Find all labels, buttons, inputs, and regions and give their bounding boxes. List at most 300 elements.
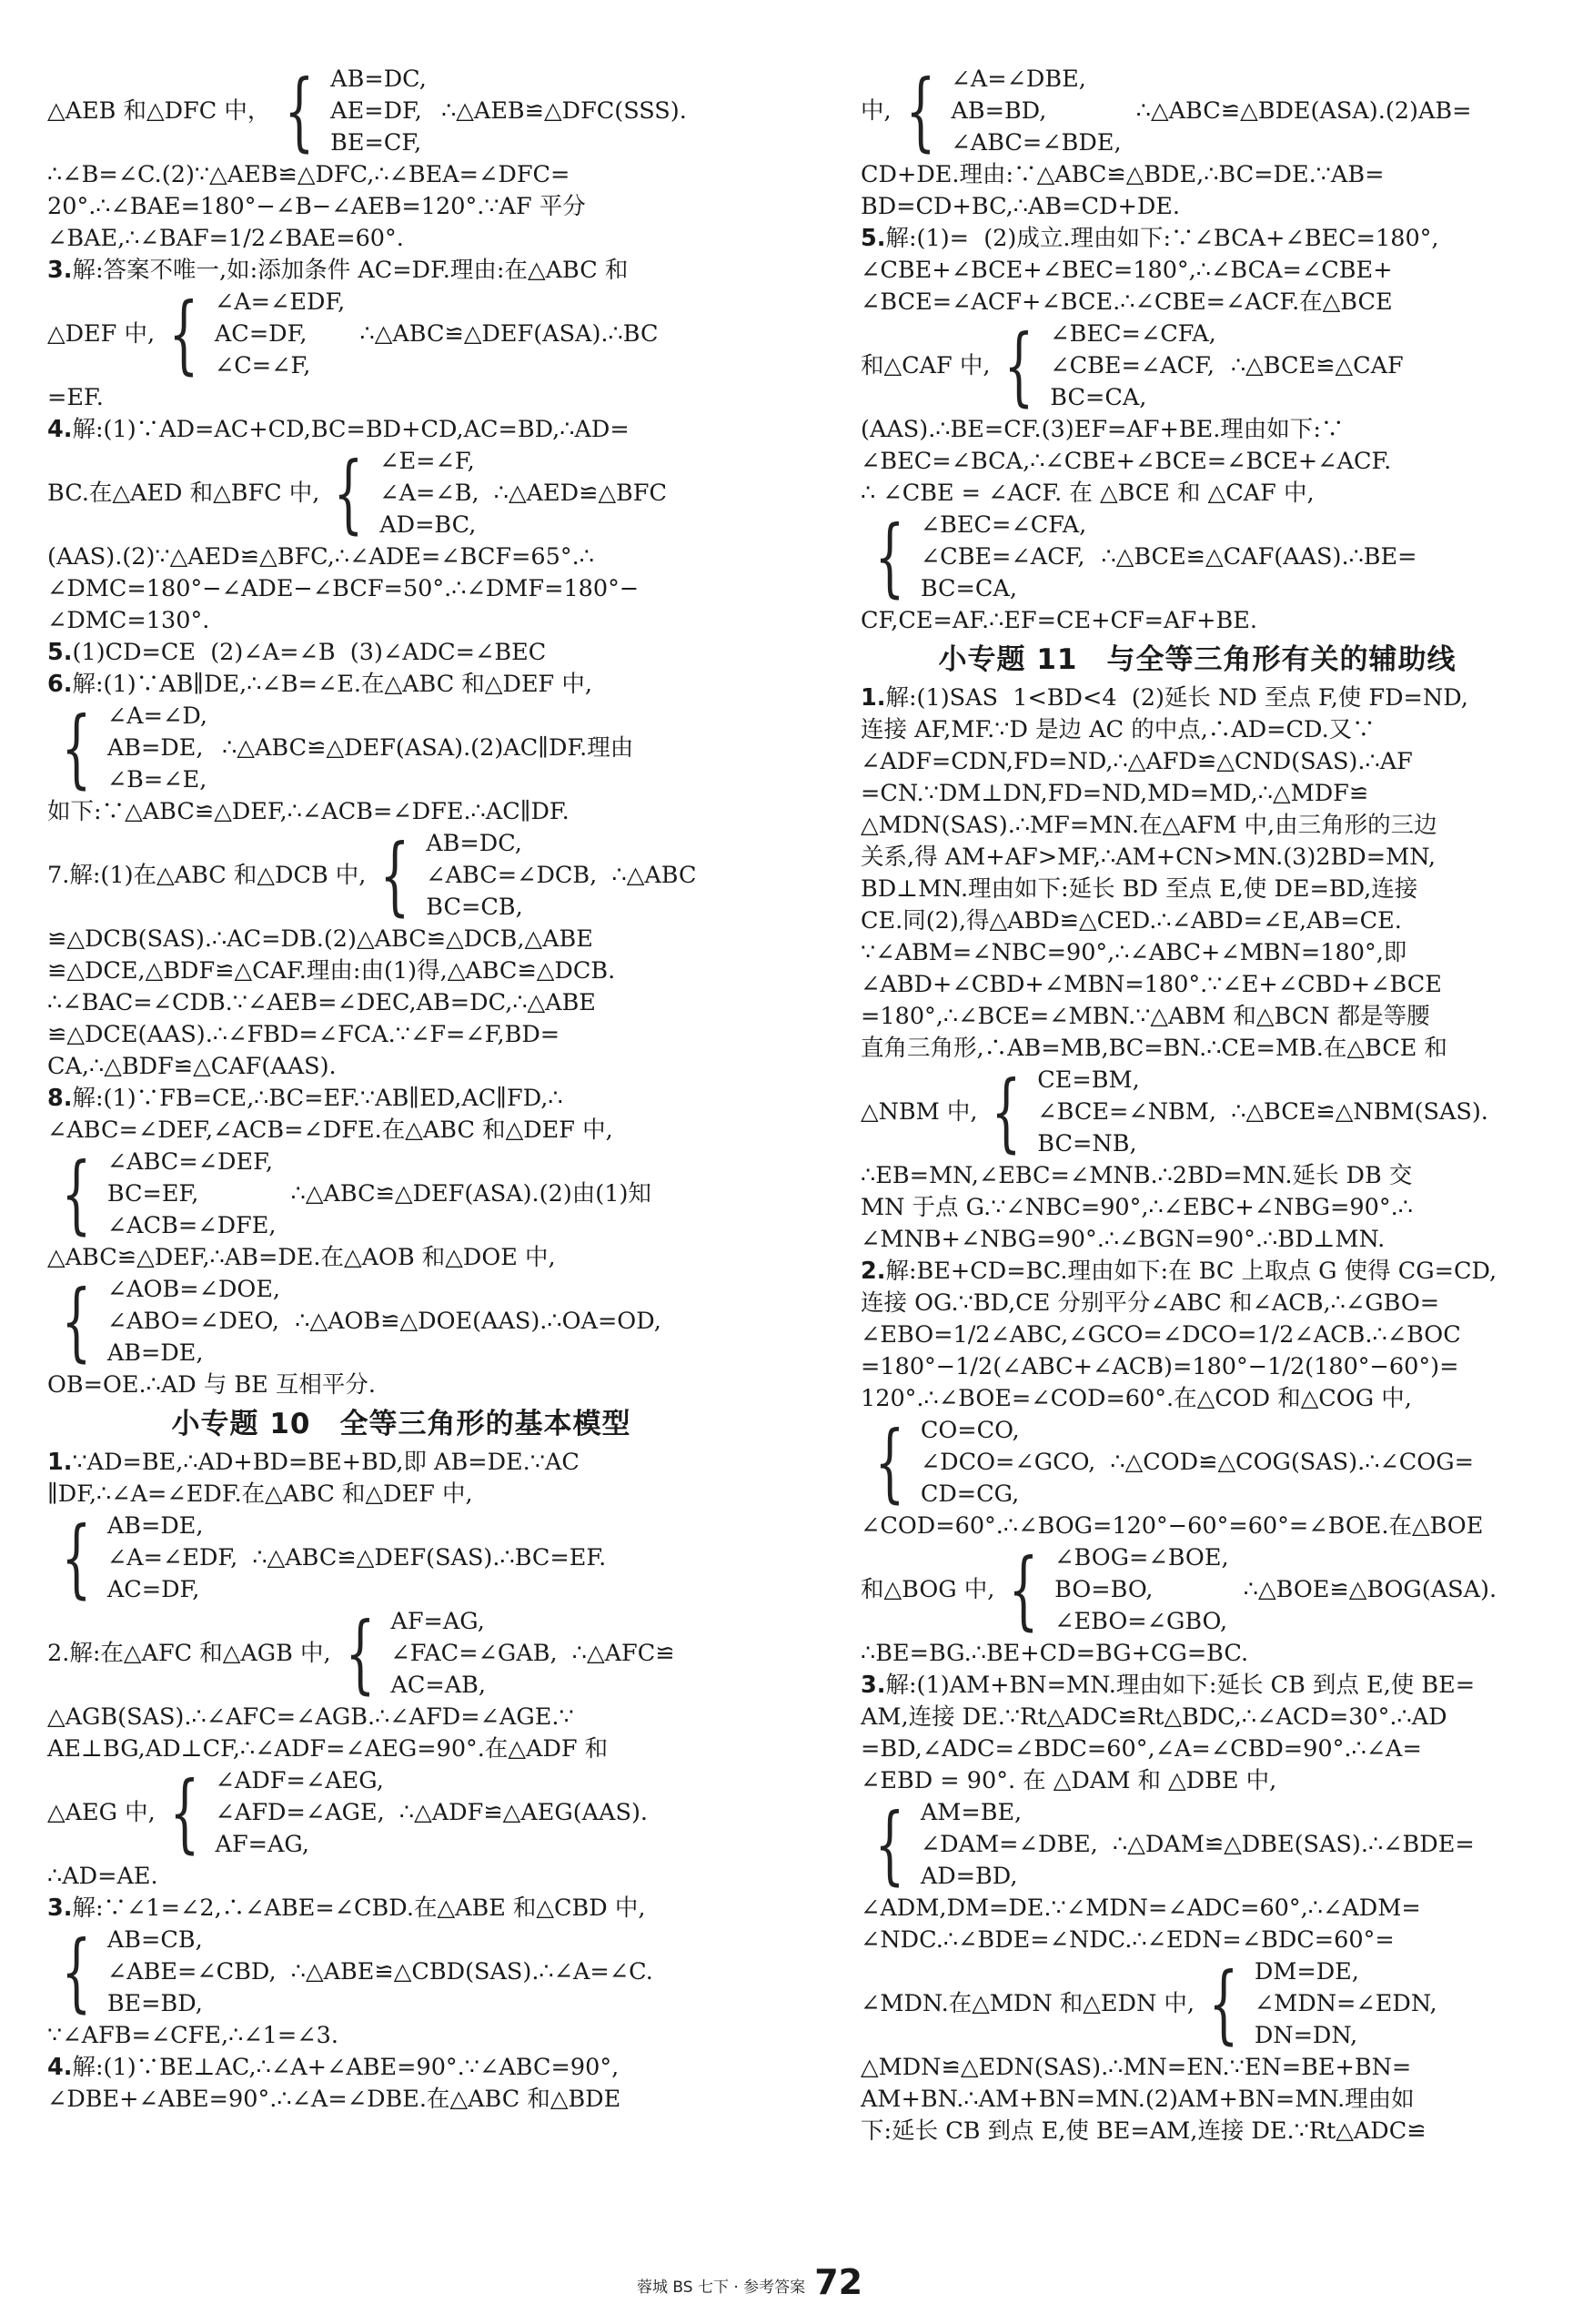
text-line (861, 414, 1534, 446)
condition: ∠ABO=∠DEO, (106, 1308, 280, 1335)
equation-system (47, 1922, 755, 2022)
condition: ∠AFD=∠AGE, (215, 1799, 385, 1826)
condition: BC=CB, (426, 894, 523, 921)
line-text: =CN.∵DM⊥DN,FD=ND,MD=MD,∴△MDF≌ (861, 780, 1369, 807)
brace-prefix: 2.解:在△AFC 和△AGB 中, (47, 1640, 331, 1667)
condition: ∠C=∠F, (214, 352, 311, 379)
line-text: CF,CE=AF.∴EF=CE+CF=AF+BE. (861, 607, 1257, 634)
line-text: 连接 AF,MF.∵D 是边 AC 的中点,∴AD=CD.又∵ (861, 716, 1376, 743)
text-line (861, 223, 1534, 255)
text-line (47, 255, 755, 287)
text-line (47, 955, 755, 987)
brace-conditions (1037, 1065, 1216, 1160)
brace-conclusion: ∴△DAM≌△DBE(SAS).∴∠BDE= (1097, 1831, 1475, 1858)
brace-conditions (1050, 318, 1215, 414)
brace-conclusion: ∴△ABC (597, 862, 697, 889)
brace-conclusion: ∴△ABC≌△DEF(ASA).∴BC (345, 320, 659, 348)
line-text: △MDN≌△EDN(SAS).∴MN=EN.∵EN=BE+BN= (861, 2054, 1412, 2081)
condition: ∠BOG=∠BOE, (1054, 1544, 1229, 1571)
text-line (861, 287, 1534, 318)
condition: ∠B=∠E, (106, 766, 207, 793)
equation-system (47, 284, 755, 384)
text-line (47, 1702, 755, 1733)
text-line (47, 223, 755, 255)
left-brace: { (1008, 1540, 1039, 1640)
line-text: ≌△DCE,△BDF≌△CAF.理由:由(1)得,△ABC≌△DCB. (47, 957, 616, 985)
text-line (861, 1192, 1534, 1224)
text-line (47, 924, 755, 955)
condition: AC=DF, (106, 1576, 200, 1603)
equation-system (47, 61, 755, 161)
text-line (861, 1511, 1534, 1542)
line-text: ∠COD=60°.∴∠BOG=120°−60°=60°=∠BOE.在△BOE (861, 1512, 1484, 1540)
condition: AB=DE, (106, 734, 204, 762)
text-line (47, 1115, 755, 1147)
line-text: ∠MNB+∠NBG=90°.∴∠BGN=90°.∴BD⊥MN. (861, 1226, 1386, 1253)
left-brace: { (61, 1271, 92, 1371)
left-brace: { (905, 61, 935, 161)
text-line (861, 446, 1534, 478)
text-line (861, 937, 1534, 969)
text-line (861, 1288, 1534, 1319)
condition: ∠ABC=∠BDE, (951, 129, 1122, 157)
line-text: ∠EBD = 90°. 在 △DAM 和 △DBE 中, (861, 1767, 1277, 1794)
condition: ∠CBE=∠ACF, (1050, 352, 1215, 379)
text-line (861, 1733, 1534, 1765)
line-text: ∠DMC=180°−∠ADE−∠BCF=50°.∴∠DMF=180°− (47, 575, 640, 602)
line-text: 解:(1)∵AD=AC+CD,BC=BD+CD,AC=BD,∴AD= (72, 416, 630, 443)
text-line (47, 2052, 755, 2084)
brace-conditions (426, 828, 597, 924)
text-line (47, 796, 755, 828)
line-text: (AAS).∴BE=CF.(3)EF=AF+BE.理由如下:∵ (861, 416, 1345, 443)
brace-prefix: △AEG 中, (47, 1799, 156, 1826)
brace-conclusion: ∴△ABC≌△DEF(ASA).(2)AC∥DF.理由 (207, 734, 634, 762)
brace-conclusion: ∴△BOE≌△BOG(ASA). (1228, 1576, 1497, 1603)
left-brace: { (1003, 316, 1034, 416)
question-number: 5. (47, 639, 73, 666)
brace-conditions (951, 64, 1121, 159)
text-line (861, 1925, 1534, 1956)
left-brace: { (61, 1144, 92, 1244)
line-text: OB=OE.∴AD 与 BE 互相平分. (47, 1371, 376, 1399)
brace-conclusion: ∴△AFC≌ (557, 1640, 675, 1667)
text-line (47, 1051, 755, 1083)
text-line (861, 1160, 1534, 1192)
left-brace: { (874, 1794, 905, 1895)
condition: AC=AB, (390, 1672, 486, 1699)
line-text: ∠BCE=∠ACF+∠BCE.∴∠CBE=∠ACF.在△BCE (861, 288, 1393, 316)
brace-conditions (107, 1511, 237, 1606)
left-brace: { (284, 61, 315, 161)
brace-conditions (216, 1765, 385, 1861)
brace-prefix: △DEF 中, (47, 320, 156, 348)
text-line (861, 874, 1534, 905)
brace-prefix: ∠MDN.在△MDN 和△EDN 中, (861, 1990, 1195, 2017)
text-line (861, 2116, 1534, 2147)
left-column (47, 61, 755, 2116)
equation-system (47, 698, 755, 798)
left-brace: { (991, 1062, 1022, 1162)
line-text: CA,∴△BDF≌△CAF(AAS). (47, 1053, 337, 1080)
line-text: 下:延长 CB 到点 E,使 BE=AM,连接 DE.∵Rt△ADC≌ (861, 2117, 1427, 2145)
line-text: 直角三角形,∴AB=MB,BC=BN.∴CE=MB.在△BCE 和 (861, 1035, 1447, 1062)
brace-conclusion: ∴△AEB≌△DFC(SSS). (426, 97, 687, 125)
question-number: 2. (861, 1258, 886, 1285)
text-line (47, 573, 755, 605)
brace-conclusion: ∴△BCE≌△CAF (1215, 352, 1404, 379)
condition: CO=CO, (920, 1417, 1020, 1444)
equation-system (861, 1062, 1534, 1162)
condition: AB=DE, (106, 1512, 204, 1540)
text-line (47, 1019, 755, 1051)
condition: AD=BC, (379, 511, 477, 539)
page-footer (637, 2255, 1001, 2300)
condition: ∠DCO=∠GCO, (920, 1449, 1096, 1476)
equation-system (861, 507, 1534, 607)
condition: ∠E=∠F, (379, 448, 475, 475)
text-line (47, 541, 755, 573)
text-line (861, 969, 1534, 1001)
line-text: 解:(1)SAS 1<BD<4 (2)延长 ND 至点 F,使 FD=ND, (885, 684, 1468, 712)
line-text: 关系,得 AM+AF>MF,∴AM+CN>MN.(3)2BD=MN, (861, 844, 1437, 871)
text-line (47, 1447, 755, 1479)
brace-conclusion: ∴△ABC≌△DEF(SAS).∴BC=EF. (237, 1544, 607, 1571)
brace-conclusion: ∴△ABC≌△DEF(ASA).(2)由(1)知 (276, 1180, 651, 1207)
text-line (861, 1765, 1534, 1797)
line-text: BD=CD+BC,∴AB=CD+DE. (861, 193, 1181, 220)
text-line (47, 159, 755, 191)
condition: ∠DAM=∠DBE, (920, 1831, 1098, 1858)
line-text: ∴∠B=∠C.(2)∵△AEB≌△DFC,∴∠BEA=∠DFC= (47, 161, 570, 188)
line-text: 解:(1)∵AB∥DE,∴∠B=∠E.在△ABC 和△DEF 中, (72, 671, 592, 698)
left-brace: { (345, 1603, 375, 1703)
line-text: AE⊥BG,AD⊥CF,∴∠ADF=∠AEG=90°.在△ADF 和 (47, 1735, 609, 1763)
condition: AB=CB, (106, 1926, 203, 1954)
question-number: 4. (47, 416, 73, 443)
line-text: ∵AD=BE,∴AD+BD=BE+BD,即 AB=DE.∵AC (72, 1449, 580, 1476)
footer-label: 蓉城 BS 七下 · 参考答案 (637, 2279, 806, 2297)
line-text: 解:∵∠1=∠2,∴∠ABE=∠CBD.在△ABE 和△CBD 中, (72, 1895, 646, 1922)
text-line (861, 1001, 1534, 1033)
equation-system (47, 825, 755, 925)
line-text: AM,连接 DE.∵Rt△ADC≌Rt△BDC,∴∠ACD=30°.∴AD (861, 1703, 1447, 1731)
equation-system (47, 1765, 755, 1861)
condition: AC=DF, (214, 320, 308, 348)
left-brace: { (379, 825, 410, 925)
text-line (861, 842, 1534, 874)
text-line (861, 810, 1534, 842)
condition: AB=DC, (426, 830, 522, 857)
line-text: ∠BEC=∠BCA,∴∠CBE+∠BCE=∠BCE+∠ACF. (861, 448, 1392, 475)
condition: BC=CA, (920, 575, 1017, 602)
condition: ∠CBE=∠ACF, (920, 543, 1085, 571)
brace-conditions (1054, 1542, 1228, 1638)
brace-conclusion: ∴△ADF≌△AEG(AAS). (384, 1799, 648, 1826)
line-text: ∵∠AFB=∠CFE,∴∠1=∠3. (47, 2022, 338, 2049)
equation-system (861, 1542, 1534, 1638)
brace-conclusion: ∴△COD≌△COG(SAS).∴∠COG= (1095, 1449, 1474, 1476)
brace-conditions (921, 510, 1086, 605)
left-brace: { (61, 1922, 92, 2022)
condition: BE=CF, (330, 129, 422, 157)
condition: ∠A=∠B, (379, 480, 479, 507)
text-line (861, 1893, 1534, 1925)
text-line (47, 669, 755, 701)
text-line (861, 2052, 1534, 2084)
equation-system (861, 1412, 1534, 1512)
condition: AB=DE, (106, 1339, 204, 1367)
question-number: 3. (47, 1895, 73, 1922)
line-text: ∴EB=MN,∠EBC=∠MNB.∴2BD=MN.延长 DB 交 (861, 1162, 1413, 1189)
condition: ∠ACB=∠DFE, (106, 1212, 277, 1239)
text-line (861, 1383, 1534, 1415)
line-text: =BD,∠ADC=∠BDC=60°,∠A=∠CBD=90°.∴∠A= (861, 1735, 1422, 1763)
text-line (47, 414, 755, 446)
line-text: 连接 OG.∵BD,CE 分别平分∠ABC 和∠ACB,∴∠GBO= (861, 1289, 1440, 1317)
condition: ∠A=∠EDF, (106, 1544, 238, 1571)
left-brace: { (333, 443, 364, 543)
brace-prefix: △NBM 中, (861, 1098, 978, 1126)
condition: BC=NB, (1037, 1130, 1137, 1157)
line-text: ∠ABD+∠CBD+∠MBN=180°.∵∠E+∠CBD+∠BCE (861, 971, 1442, 998)
brace-conclusion: ∴△ABC≌△BDE(ASA).(2)AB= (1121, 97, 1472, 125)
brace-conclusion: ∴△ABE≌△CBD(SAS).∴∠A=∠C. (276, 1958, 653, 1986)
line-text: ≌△DCB(SAS).∴AC=DB.(2)△ABC≌△DCB,△ABE (47, 925, 593, 953)
condition: ∠ABE=∠CBD, (106, 1958, 277, 1986)
text-line (861, 1670, 1534, 1702)
question-number: 6. (47, 671, 73, 698)
line-text: ∠NDC.∴∠BDE=∠NDC.∴∠EDN=∠BDC=60°= (861, 1926, 1395, 1954)
condition: BC=EF, (106, 1180, 199, 1207)
line-text: AM+BN.∴AM+BN=MN.(2)AM+BN=MN.理由如 (861, 2086, 1415, 2113)
line-text: ∠EBO=1/2∠ABC,∠GCO=∠DCO=1/2∠ACB.∴∠BOC (861, 1321, 1461, 1349)
brace-conditions (107, 1274, 280, 1369)
condition: BO=BO, (1054, 1576, 1154, 1603)
line-text: ∴BE=BG.∴BE+CD=BG+CG=BC. (861, 1640, 1249, 1667)
question-number: 3. (47, 257, 73, 284)
condition: CE=BM, (1037, 1066, 1140, 1094)
condition: AB=BD, (951, 97, 1047, 125)
brace-prefix: 和△BOG 中, (861, 1576, 995, 1603)
line-text: ∴ ∠CBE = ∠ACF. 在 △BCE 和 △CAF 中, (861, 480, 1315, 507)
text-line (47, 637, 755, 669)
condition: ∠A=∠DBE, (951, 66, 1086, 93)
brace-prefix: 7.解:(1)在△ABC 和△DCB 中, (47, 862, 367, 889)
question-number: 5. (861, 225, 886, 252)
text-line (861, 714, 1534, 746)
section-heading: 小专题 11 与全等三角形有关的辅助线 (938, 643, 1457, 676)
line-text: CD+DE.理由:∵△ABC≌△BDE,∴BC=DE.∵AB= (861, 161, 1385, 188)
condition: ∠FAC=∠GAB, (390, 1640, 558, 1667)
line-text: ∠ADM,DM=DE.∵∠MDN=∠ADC=60°,∴∠ADM= (861, 1895, 1421, 1922)
text-line (861, 682, 1534, 714)
line-text: CE.同(2),得△ABD≌△CED.∴∠ABD=∠E,AB=CE. (861, 907, 1402, 935)
text-line (47, 2020, 755, 2052)
brace-conditions (215, 287, 345, 382)
text-line (47, 1242, 755, 1274)
brace-conclusion: ∴△BCE≌△CAF(AAS).∴BE= (1086, 543, 1417, 571)
text-line (861, 605, 1534, 637)
condition: AF=AG, (215, 1831, 310, 1858)
text-line (861, 1033, 1534, 1065)
brace-conditions (107, 701, 207, 796)
condition: ∠MDN=∠EDN, (1254, 1990, 1437, 2017)
page-number: 72 (814, 2262, 863, 2302)
brace-prefix: 和△CAF 中, (861, 352, 991, 379)
condition: ∠EBO=∠GBO, (1054, 1608, 1228, 1635)
brace-conditions (379, 446, 479, 541)
equation-system (861, 318, 1534, 414)
text-line (861, 1351, 1534, 1383)
brace-conclusion: ∴△AED≌△BFC (479, 480, 668, 507)
line-text: MN 于点 G.∵∠NBC=90°,∴∠EBC+∠NBG=90°.∴ (861, 1194, 1413, 1221)
text-line (47, 1479, 755, 1511)
line-text: BD⊥MN.理由如下:延长 BD 至点 E,使 DE=BD,连接 (861, 875, 1418, 903)
line-text: 解:(1)= (2)成立.理由如下:∵∠BCA+∠BEC=180°, (885, 225, 1439, 252)
text-line (861, 2084, 1534, 2116)
line-text: △AGB(SAS).∴∠AFC=∠AGB.∴∠AFD=∠AGE.∵ (47, 1703, 574, 1731)
line-text: ∠DMC=130°. (47, 607, 210, 634)
equation-system (47, 1271, 755, 1371)
condition: AD=BD, (920, 1863, 1018, 1890)
brace-conditions (921, 1415, 1095, 1511)
text-line (861, 478, 1534, 510)
text-line (47, 1861, 755, 1893)
condition: ∠ABC=∠DEF, (106, 1148, 273, 1176)
condition: AB=DC, (330, 66, 427, 93)
text-line (47, 605, 755, 637)
condition: ∠A=∠EDF, (214, 288, 346, 316)
equation-system (861, 1956, 1534, 2052)
text-line (861, 191, 1534, 223)
equation-system (47, 1144, 755, 1244)
question-number: 1. (47, 1449, 73, 1476)
condition: AE=DF, (330, 97, 422, 125)
left-brace: { (1208, 1954, 1239, 2054)
text-line (861, 1224, 1534, 1256)
brace-conditions (390, 1606, 557, 1702)
question-number: 8. (47, 1085, 73, 1112)
line-text: 解:BE+CD=BC.理由如下:在 BC 上取点 G 使得 CG=CD, (885, 1258, 1497, 1285)
condition: ∠BEC=∠CFA, (920, 511, 1087, 539)
brace-conditions (107, 1925, 277, 2020)
condition: ∠BCE=∠NBM, (1037, 1098, 1217, 1126)
line-text: 解:(1)∵FB=CE,∴BC=EF.∵AB∥ED,AC∥FD,∴ (72, 1085, 563, 1112)
condition: BC=CA, (1050, 384, 1147, 411)
line-text: ∠BAE,∴∠BAF=1/2∠BAE=60°. (47, 225, 404, 252)
left-brace: { (168, 284, 199, 384)
line-text: ∠ADF=CDN,FD=ND,∴△AFD≌△CND(SAS).∴AF (861, 748, 1413, 775)
line-text: =EF. (47, 384, 104, 411)
equation-system (47, 443, 755, 543)
line-text: △MDN(SAS).∴MF=MN.在△AFM 中,由三角形的三边 (861, 812, 1437, 839)
text-line (47, 1369, 755, 1401)
line-text: ∠CBE+∠BCE+∠BEC=180°,∴∠BCA=∠CBE+ (861, 257, 1393, 284)
equation-system (47, 1603, 755, 1703)
left-brace: { (61, 698, 92, 798)
line-text: (1)CD=CE (2)∠A=∠B (3)∠ADC=∠BEC (72, 639, 547, 666)
line-text: 解:答案不唯一,如:添加条件 AC=DF.理由:在△ABC 和 (72, 257, 629, 284)
equation-system (861, 1794, 1534, 1895)
text-line (47, 191, 755, 223)
text-line (47, 382, 755, 414)
brace-prefix: BC.在△AED 和△BFC 中, (47, 480, 320, 507)
line-text: 120°.∴∠BOE=∠COD=60°.在△COD 和△COG 中, (861, 1385, 1412, 1412)
condition: ∠BEC=∠CFA, (1050, 320, 1216, 348)
question-number: 3. (861, 1672, 886, 1699)
condition: BE=BD, (106, 1990, 203, 2017)
line-text: ∴∠BAC=∠CDB.∵∠AEB=∠DEC,AB=DC,∴△ABE (47, 989, 596, 1016)
text-line (861, 159, 1534, 191)
line-text: ∥DF,∴∠A=∠EDF.在△ABC 和△DEF 中, (47, 1480, 473, 1508)
left-brace: { (874, 507, 905, 607)
line-text: ≌△DCE(AAS).∴∠FBD=∠FCA.∵∠F=∠F,BD= (47, 1021, 560, 1048)
line-text: ∠DBE+∠ABE=90°.∴∠A=∠DBE.在△ABC 和△BDE (47, 2086, 621, 2113)
line-text: △ABC≌△DEF,∴AB=DE.在△AOB 和△DOE 中, (47, 1244, 556, 1271)
line-text: 解:(1)∵BE⊥AC,∴∠A+∠ABE=90°.∵∠ABC=90°, (72, 2054, 620, 2081)
condition: CD=CG, (920, 1480, 1020, 1508)
section-heading: 小专题 10 全等三角形的基本模型 (171, 1408, 631, 1440)
line-text: (AAS).(2)∵△AED≌△BFC,∴∠ADE=∠BCF=65°.∴ (47, 543, 594, 571)
text-line (861, 1702, 1534, 1733)
line-text: 如下:∵△ABC≌△DEF,∴∠ACB=∠DFE.∴AC∥DF. (47, 798, 570, 825)
text-line (47, 1893, 755, 1925)
brace-conclusion: ∴△AOB≌△DOE(AAS).∴OA=OD, (280, 1308, 661, 1335)
right-column (861, 61, 1534, 2147)
line-text: ∵∠ABM=∠NBC=90°,∴∠ABC+∠MBN=180°,即 (861, 939, 1407, 966)
line-text: ∠ABC=∠DEF,∠ACB=∠DFE.在△ABC 和△DEF 中, (47, 1117, 613, 1144)
brace-conditions (921, 1797, 1098, 1893)
text-line (861, 1319, 1534, 1351)
line-text: ∴AD=AE. (47, 1863, 158, 1890)
left-brace: { (874, 1412, 905, 1512)
question-number: 4. (47, 2054, 73, 2081)
question-number: 1. (861, 684, 886, 712)
condition: ∠ADF=∠AEG, (215, 1767, 384, 1794)
text-line (47, 1083, 755, 1115)
text-line (861, 1256, 1534, 1288)
condition: DN=DN, (1254, 2022, 1358, 2049)
text-line (861, 1638, 1534, 1670)
line-text: 20°.∴∠BAE=180°−∠B−∠AEB=120°.∵AF 平分 (47, 193, 586, 220)
text-line (861, 255, 1534, 287)
brace-conditions (330, 64, 427, 159)
equation-system (47, 1508, 755, 1608)
line-text: =180°,∴∠BCE=∠MBN.∵△ABM 和△BCN 都是等腰 (861, 1003, 1430, 1030)
line-text: 解:(1)AM+BN=MN.理由如下:延长 CB 到点 E,使 BE= (885, 1672, 1476, 1699)
text-line (47, 1733, 755, 1765)
brace-conditions (1255, 1956, 1437, 2052)
line-text: =180°−1/2(∠ABC+∠ACB)=180°−1/2(180°−60°)= (861, 1353, 1459, 1380)
condition: AF=AG, (390, 1608, 485, 1635)
condition: DM=DE, (1254, 1958, 1359, 1986)
left-brace: { (169, 1763, 200, 1863)
equation-system (861, 61, 1534, 161)
text-line (47, 987, 755, 1019)
text-line (861, 746, 1534, 778)
text-line (861, 778, 1534, 810)
brace-conclusion: ∴△BCE≌△NBM(SAS). (1216, 1098, 1488, 1126)
text-line (47, 2084, 755, 2116)
condition: ∠AOB=∠DOE, (106, 1276, 281, 1303)
condition: AM=BE, (920, 1799, 1023, 1826)
condition: ∠A=∠D, (106, 702, 207, 730)
brace-conditions (107, 1147, 277, 1242)
text-line (861, 905, 1534, 937)
brace-prefix: △AEB 和△DFC 中， (47, 97, 271, 125)
condition: ∠ABC=∠DCB, (426, 862, 598, 889)
